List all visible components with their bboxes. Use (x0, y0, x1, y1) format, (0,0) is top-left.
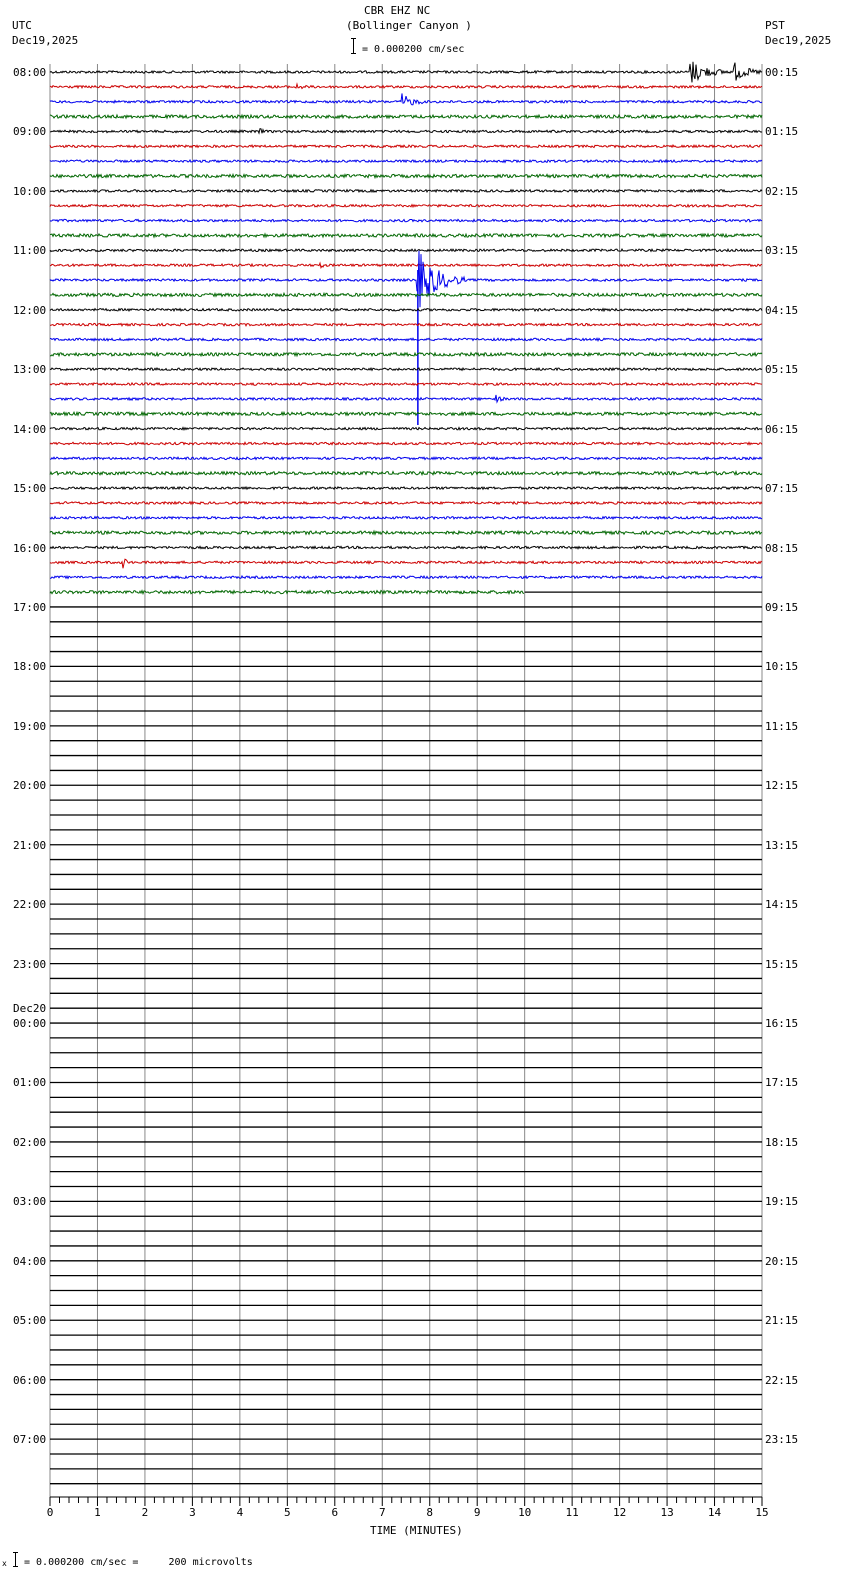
pst-hour-label: 13:15 (765, 838, 799, 852)
footer-mark: x (2, 1559, 7, 1568)
pst-hour-label: 00:15 (765, 66, 799, 79)
station-title: CBR EHZ NC (364, 4, 431, 17)
utc-hour-label: 20:00 (13, 779, 47, 793)
utc-label: UTC (12, 19, 32, 32)
x-tick-label: 14 (707, 1506, 722, 1519)
seismic-trace (50, 576, 762, 578)
seismic-trace (50, 263, 762, 268)
seismic-trace (50, 145, 762, 147)
utc-hour-label: 05:00 (13, 1314, 47, 1328)
x-tick-label: 7 (378, 1506, 386, 1519)
utc-hour-label: 09:00 (13, 125, 47, 139)
pst-hour-label: 10:15 (765, 660, 799, 674)
utc-hour-label: 16:00 (13, 541, 47, 555)
x-tick-label: 6 (331, 1506, 339, 1519)
pst-hour-label: 15:15 (765, 957, 799, 971)
pst-hour-label: 09:15 (765, 600, 799, 614)
pst-hour-label: 19:15 (765, 1195, 799, 1209)
station-subtitle: (Bollinger Canyon ) (346, 19, 472, 32)
seismic-trace (50, 442, 762, 444)
pst-hour-label: 02:15 (765, 184, 799, 198)
pst-hour-label: 20:15 (765, 1254, 799, 1268)
utc-date: Dec19,2025 (12, 34, 79, 47)
seismic-trace (50, 531, 762, 534)
seismic-trace (50, 174, 762, 177)
seismic-trace (50, 219, 762, 221)
seismic-trace (50, 427, 762, 429)
seismic-trace (50, 487, 762, 489)
x-tick-label: 1 (94, 1506, 101, 1519)
x-tick-label: 10 (518, 1506, 532, 1519)
seismic-trace (50, 338, 762, 340)
utc-hour-label: 07:00 (13, 1433, 47, 1447)
utc-hour-label: 23:00 (13, 957, 47, 971)
pst-hour-label: 05:15 (765, 363, 799, 377)
utc-hour-label: 08:00 (13, 66, 47, 79)
seismic-trace (50, 309, 762, 311)
seismic-trace (50, 93, 762, 104)
seismic-trace (50, 84, 762, 88)
seismic-trace (50, 205, 762, 207)
utc-hour-label: 01:00 (13, 1076, 47, 1090)
seismic-trace (50, 353, 762, 356)
pst-hour-label: 03:15 (765, 244, 799, 258)
seismic-trace (50, 115, 762, 118)
utc-hour-label: 21:00 (13, 838, 47, 852)
utc-hour-label: 19:00 (13, 719, 47, 733)
utc-hour-label: 17:00 (13, 600, 47, 614)
pst-hour-label: 04:15 (765, 303, 799, 317)
pst-date: Dec19,2025 (765, 34, 832, 47)
seismic-trace (50, 472, 762, 475)
utc-hour-label: 14:00 (13, 422, 47, 436)
seismic-trace (50, 234, 762, 237)
x-tick-label: 8 (426, 1506, 434, 1519)
seismic-trace (50, 383, 762, 385)
utc-hour-label: 18:00 (13, 660, 47, 674)
seismic-trace (50, 160, 762, 162)
utc-hour-label: 06:00 (13, 1373, 47, 1387)
seismic-trace (50, 251, 762, 307)
seismic-trace (50, 457, 762, 459)
pst-label: PST (765, 19, 785, 32)
pst-hour-label: 06:15 (765, 422, 799, 436)
pst-hour-label: 22:15 (765, 1373, 799, 1387)
seismic-trace (50, 502, 762, 504)
pst-hour-label: 23:15 (765, 1433, 799, 1447)
utc-hour-label: 02:00 (13, 1135, 47, 1149)
utc-hour-label: 22:00 (13, 898, 47, 912)
utc-hour-label: 11:00 (13, 244, 47, 258)
utc-hour-label: 04:00 (13, 1254, 47, 1268)
pst-hour-label: 17:15 (765, 1076, 799, 1090)
pst-hour-label: 14:15 (765, 898, 799, 912)
seismic-trace (50, 412, 762, 415)
pst-hour-label: 08:15 (765, 541, 799, 555)
x-tick-label: 0 (46, 1506, 54, 1519)
pst-hour-label: 07:15 (765, 482, 799, 496)
scale-label: = 0.000200 cm/sec (362, 44, 465, 55)
utc-hour-label: 03:00 (13, 1195, 47, 1209)
utc-hour-label: 00:00 (13, 1017, 47, 1031)
seismic-trace (50, 293, 762, 296)
pst-hour-label: 12:15 (765, 779, 799, 793)
pst-hour-label: 11:15 (765, 719, 799, 733)
seismic-trace (50, 129, 762, 134)
seismic-trace (50, 395, 762, 402)
x-tick-label: 2 (141, 1506, 149, 1519)
seismic-trace (50, 249, 762, 251)
utc-hour-label: 13:00 (13, 363, 47, 377)
pst-hour-label: 21:15 (765, 1314, 799, 1328)
x-tick-label: 11 (565, 1506, 579, 1519)
x-axis-title: TIME (MINUTES) (370, 1524, 463, 1537)
pst-hour-label: 16:15 (765, 1017, 799, 1031)
seismic-trace (50, 517, 762, 519)
utc-hour-label: 10:00 (13, 184, 47, 198)
x-tick-label: 5 (284, 1506, 291, 1519)
utc-hour-label: 15:00 (13, 482, 47, 496)
x-tick-label: 13 (660, 1506, 674, 1519)
seismic-trace (50, 559, 762, 568)
x-tick-label: 4 (236, 1506, 244, 1519)
seismic-trace (50, 323, 762, 325)
seismic-trace (50, 546, 762, 548)
x-tick-label: 15 (755, 1506, 769, 1519)
footer-scale-note: = 0.000200 cm/sec = 200 microvolts (24, 1557, 253, 1568)
footer-scale-bar-icon (13, 1552, 18, 1567)
x-tick-label: 9 (473, 1506, 481, 1519)
pst-hour-label: 18:15 (765, 1135, 799, 1149)
seismic-trace (50, 368, 762, 370)
utc-date-change-label: Dec20 (13, 1002, 47, 1016)
x-tick-label: 3 (189, 1506, 196, 1519)
seismic-trace (50, 62, 762, 83)
utc-hour-label: 12:00 (13, 303, 47, 317)
pst-hour-label: 01:15 (765, 125, 799, 139)
x-tick-label: 12 (613, 1506, 627, 1519)
seismic-trace (50, 190, 762, 192)
